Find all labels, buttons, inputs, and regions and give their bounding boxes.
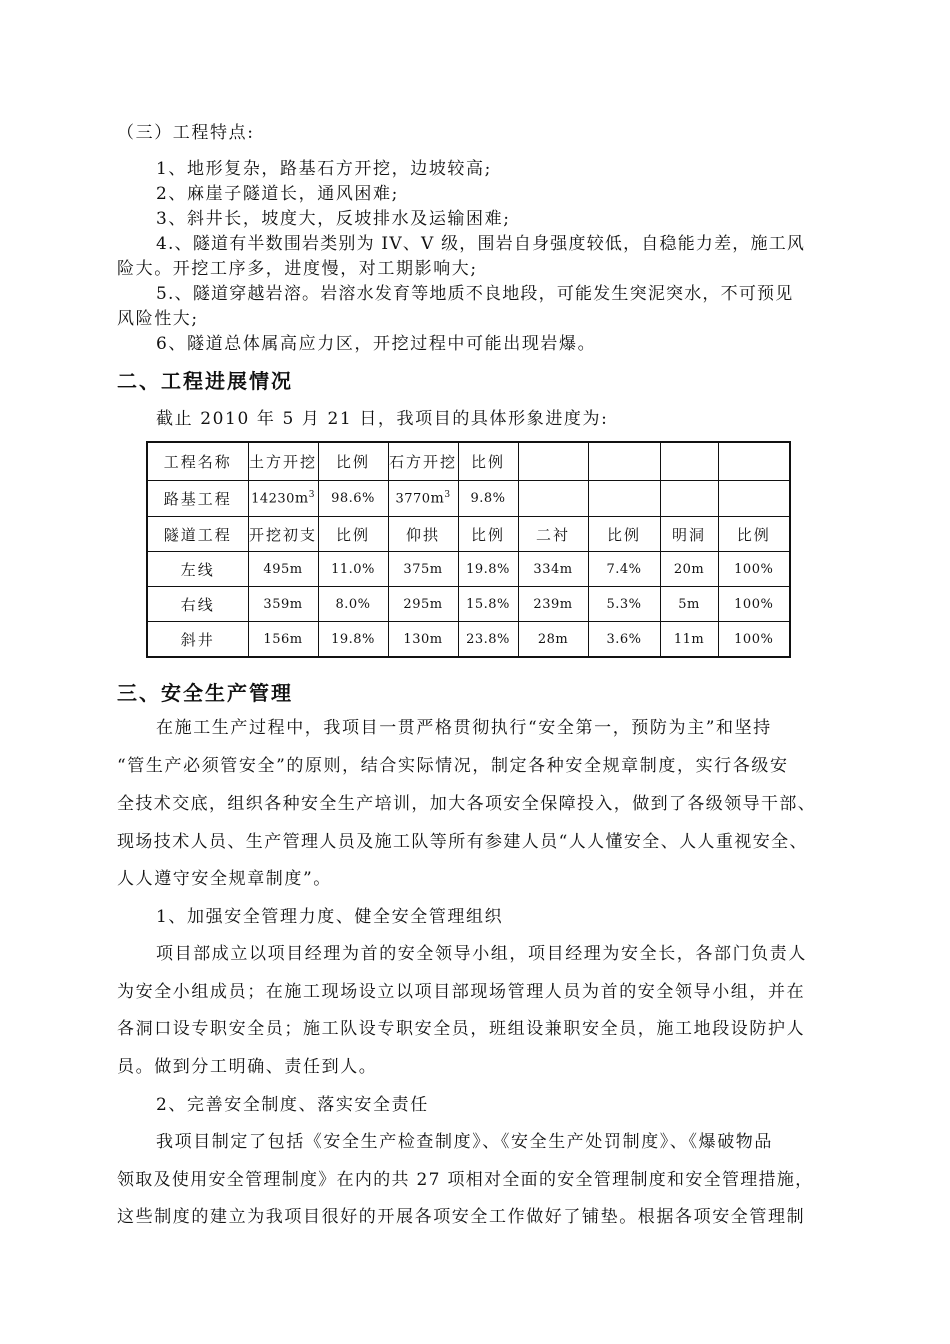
header-cell-tunnel: 隧道工程 bbox=[147, 517, 248, 552]
rock-volume-unit: m bbox=[430, 490, 445, 507]
safety-para1-line2: “管生产必须管安全”的原则，结合实际情况，制定各种安全规章制度，实行各级安 bbox=[117, 756, 789, 776]
progress-heading: 二、工程进展情况 bbox=[117, 369, 293, 393]
safety-para2-line3: 各洞口设专职安全员；施工队设专职安全员，班组设兼职安全员，施工地段设防护人 bbox=[117, 1019, 806, 1039]
safety-para1-line4: 现场技术人员、生产管理人员及施工队等所有参建人员“人人懂安全、人人重视安全、 bbox=[117, 832, 808, 852]
table-row-subgrade-header bbox=[147, 442, 790, 481]
table-cell: 15.8% bbox=[458, 587, 518, 622]
table-cell: 130m bbox=[388, 622, 458, 658]
header-cell-excavation-support: 开挖初支 bbox=[248, 517, 318, 552]
safety-para3-line1: 我项目制定了包括《安全生产检查制度》、《安全生产处罚制度》、《爆破物品 bbox=[156, 1132, 773, 1152]
table-cell: 28m bbox=[518, 622, 588, 658]
safety-para1-line1: 在施工生产过程中，我项目一贯严格贯彻执行“安全第一，预防为主”和坚持 bbox=[156, 718, 772, 738]
safety-para1-line3: 全技术交底，组织各种安全生产培训，加大各项安全保障投入，做到了各级领导干部、 bbox=[117, 794, 817, 814]
table-cell: 11m bbox=[660, 622, 718, 658]
table-cell: 295m bbox=[388, 587, 458, 622]
table-cell: 20m bbox=[660, 552, 718, 587]
table-cell: 7.4% bbox=[588, 552, 660, 587]
table-row-subgrade bbox=[147, 481, 790, 517]
feature-item-3: 3、斜井长，坡度大，反坡排水及运输困难; bbox=[156, 209, 511, 229]
table-row-tunnel-header bbox=[147, 517, 790, 552]
table-cell: 100% bbox=[718, 622, 790, 658]
cell-earth-volume bbox=[248, 481, 318, 517]
header-cell-earth-ratio: 比例 bbox=[318, 442, 388, 481]
safety-para2-line2: 为安全小组成员；在施工现场设立以项目部现场管理人员为首的安全领导小组，并在 bbox=[117, 982, 806, 1002]
earth-volume-exponent: 3 bbox=[308, 490, 315, 501]
header-cell-secondary-lining: 二衬 bbox=[518, 517, 588, 552]
row-label: 左线 bbox=[147, 552, 248, 587]
earth-volume-unit: m bbox=[294, 490, 309, 507]
rock-volume-value: 3770 bbox=[395, 491, 431, 507]
header-cell-earth-excavation: 土方开挖 bbox=[248, 442, 318, 481]
feature-item-1: 1、地形复杂，路基石方开挖，边坡较高; bbox=[156, 159, 492, 179]
safety-para2-line1: 项目部成立以项目经理为首的安全领导小组，项目经理为安全长，各部门负责人 bbox=[156, 944, 807, 964]
empty-cell bbox=[718, 442, 790, 481]
cell-rock-volume bbox=[388, 481, 458, 517]
feature-item-5a: 5.、隧道穿越岩溶。岩溶水发育等地质不良地段，可能发生突泥突水，不可预见 bbox=[156, 284, 794, 304]
empty-cell bbox=[518, 442, 588, 481]
header-cell-rock-ratio: 比例 bbox=[458, 442, 518, 481]
safety-para3-line2: 领取及使用安全管理制度》在内的共 27 项相对全面的安全管理制度和安全管理措施， bbox=[117, 1170, 814, 1190]
feature-item-6: 6、隧道总体属高应力区，开挖过程中可能出现岩爆。 bbox=[156, 334, 597, 354]
feature-item-4b: 险大。开挖工序多，进度慢，对工期影响大; bbox=[117, 259, 478, 279]
header-cell-ratio: 比例 bbox=[588, 517, 660, 552]
earth-volume-value: 14230 bbox=[251, 491, 295, 507]
row-label: 右线 bbox=[147, 587, 248, 622]
cell-earth-ratio: 98.6% bbox=[318, 481, 388, 517]
header-cell-rock-excavation: 石方开挖 bbox=[388, 442, 458, 481]
table-cell: 11.0% bbox=[318, 552, 388, 587]
header-cell-ratio: 比例 bbox=[318, 517, 388, 552]
table-cell: 19.8% bbox=[458, 552, 518, 587]
safety-sub1-title: 1、加强安全管理力度、健全安全管理组织 bbox=[156, 907, 504, 927]
table-row bbox=[147, 552, 790, 587]
empty-cell bbox=[660, 481, 718, 517]
table-cell: 100% bbox=[718, 587, 790, 622]
safety-sub2-title: 2、完善安全制度、落实安全责任 bbox=[156, 1095, 429, 1115]
header-cell-project-name: 工程名称 bbox=[147, 442, 248, 481]
safety-para1-line5: 人人遵守安全规章制度”。 bbox=[117, 869, 332, 889]
safety-para3-line3: 这些制度的建立为我项目很好的开展各项安全工作做好了铺垫。根据各项安全管理制 bbox=[117, 1207, 806, 1227]
header-cell-ratio: 比例 bbox=[718, 517, 790, 552]
features-title: （三）工程特点: bbox=[117, 123, 255, 143]
table-cell: 239m bbox=[518, 587, 588, 622]
empty-cell bbox=[588, 481, 660, 517]
table-cell: 3.6% bbox=[588, 622, 660, 658]
table-cell: 19.8% bbox=[318, 622, 388, 658]
empty-cell bbox=[660, 442, 718, 481]
empty-cell bbox=[718, 481, 790, 517]
table-row bbox=[147, 622, 790, 658]
table-cell: 5.3% bbox=[588, 587, 660, 622]
safety-heading: 三、安全生产管理 bbox=[117, 681, 293, 705]
cell-subgrade-name: 路基工程 bbox=[147, 481, 248, 517]
feature-item-4a: 4.、隧道有半数围岩类别为 IV、V 级，围岩自身强度较低，自稳能力差，施工风 bbox=[156, 234, 806, 254]
table-cell: 5m bbox=[660, 587, 718, 622]
table-cell: 334m bbox=[518, 552, 588, 587]
header-cell-invert: 仰拱 bbox=[388, 517, 458, 552]
table-row bbox=[147, 587, 790, 622]
table-cell: 375m bbox=[388, 552, 458, 587]
cell-rock-ratio: 9.8% bbox=[458, 481, 518, 517]
table-cell: 156m bbox=[248, 622, 318, 658]
header-cell-ratio: 比例 bbox=[458, 517, 518, 552]
table-cell: 495m bbox=[248, 552, 318, 587]
table-cell: 8.0% bbox=[318, 587, 388, 622]
header-cell-open-cut: 明洞 bbox=[660, 517, 718, 552]
feature-item-5b: 风险性大; bbox=[117, 309, 199, 329]
table-cell: 359m bbox=[248, 587, 318, 622]
rock-volume-exponent: 3 bbox=[444, 490, 451, 501]
empty-cell bbox=[518, 481, 588, 517]
table-cell: 23.8% bbox=[458, 622, 518, 658]
safety-para2-line4: 员。做到分工明确、责任到人。 bbox=[117, 1057, 378, 1077]
progress-table bbox=[146, 441, 791, 658]
feature-item-2: 2、麻崖子隧道长，通风困难; bbox=[156, 184, 399, 204]
progress-intro: 截止 2010 年 5 月 21 日，我项目的具体形象进度为: bbox=[156, 409, 609, 429]
row-label: 斜井 bbox=[147, 622, 248, 658]
empty-cell bbox=[588, 442, 660, 481]
table-cell: 100% bbox=[718, 552, 790, 587]
